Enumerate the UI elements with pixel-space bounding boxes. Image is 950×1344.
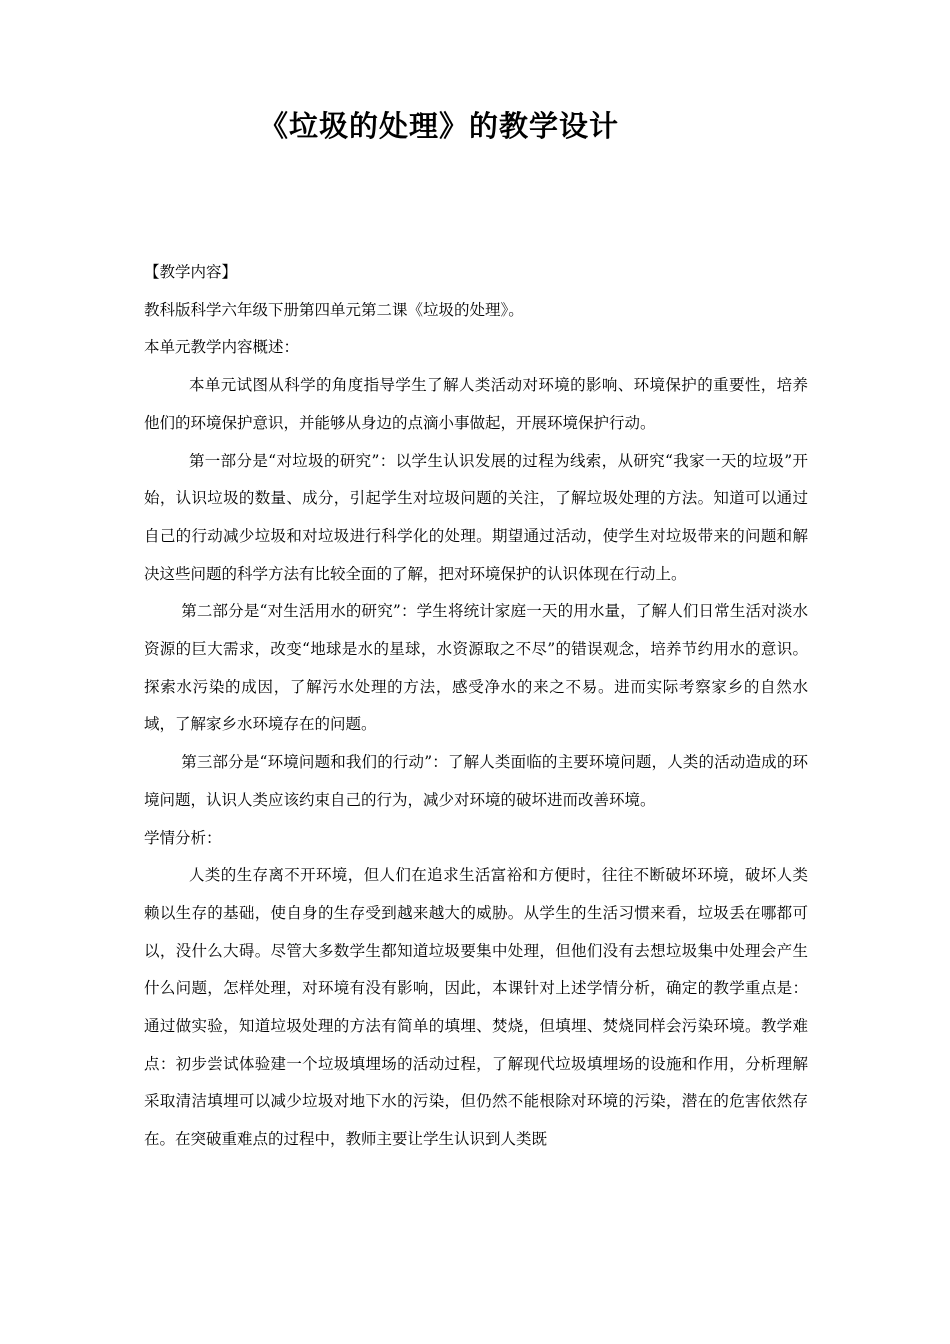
- paragraph-part-one: 第一部分是“对垃圾的研究”：以学生认识发展的过程为线索，从研究“我家一天的垃圾”开始，认识垃圾的数量、成分，引起学生对垃圾问题的关注，了解垃圾处理的方法。知道可以通过自己的行动减少垃圾和对垃圾进行科学化的处理。期望通过活动，使学生对垃圾带来的问题和解决这些问题的科学方法有比较全面的了解，把对环境保护的认识体现在行动上。: [144, 451, 808, 583]
- paragraph-unit-overview: 本单元试图从科学的角度指导学生了解人类活动对环境的影响、环境保护的重要性，培养他们的环境保护意识，并能够从身边的点滴小事做起，开展环境保护行动。: [144, 376, 808, 432]
- document-title: 《垃圾的处理》的教学设计: [258, 109, 619, 143]
- paragraph-part-three: 第三部分是“环境问题和我们的行动”：了解人类面临的主要环境问题，人类的活动造成的环境问题，认识人类应该约束自己的行为，减少对环境的破坏进而改善环境。: [144, 753, 808, 809]
- heading-student-analysis: 学情分析：: [144, 828, 222, 847]
- paragraph-part-two: 第二部分是“对生活用水的研究”：学生将统计家庭一天的用水量，了解人们日常生活对淡水资源的巨大需求，改变“地球是水的星球，水资源取之不尽”的错误观念，培养节约用水的意识。探索水污染的成因，了解污水处理的方法，感受净水的来之不易。进而实际考察家乡的自然水域，了解家乡水环境存在的问题。: [144, 602, 808, 734]
- paragraph-student-analysis: 人类的生存离不开环境，但人们在追求生活富裕和方便时，往往不断破坏环境，破坏人类赖以生存的基础，使自身的生存受到越来越大的威胁。从学生的生活习惯来看，垃圾丢在哪都可以，没什么大碍。尽管大多数学生都知道垃圾要集中处理，但他们没有去想垃圾集中处理会产生什么问题，怎样处理，对环境有没有影响，因此，本课针对上述学情分析，确定的教学重点是：通过做实验，知道垃圾处理的方法有简单的填埋、焚烧，但填埋、焚烧同样会污染环境。教学难点：初步尝试体验建一个垃圾填埋场的活动过程，了解现代垃圾填埋场的设施和作用，分析理解采取清洁填埋可以减少垃圾对地下水的污染，但仍然不能根除对环境的污染，潜在的危害依然存在。在突破重难点的过程中，教师主要让学生认识到人类既: [144, 866, 808, 1149]
- document-body: [144, 254, 808, 1159]
- heading-unit-overview: 本单元教学内容概述：: [144, 338, 300, 357]
- heading-teaching-content: 【教学内容】: [144, 263, 238, 281]
- course-info: 教科版科学六年级下册第四单元第二课《垃圾的处理》。: [144, 300, 524, 319]
